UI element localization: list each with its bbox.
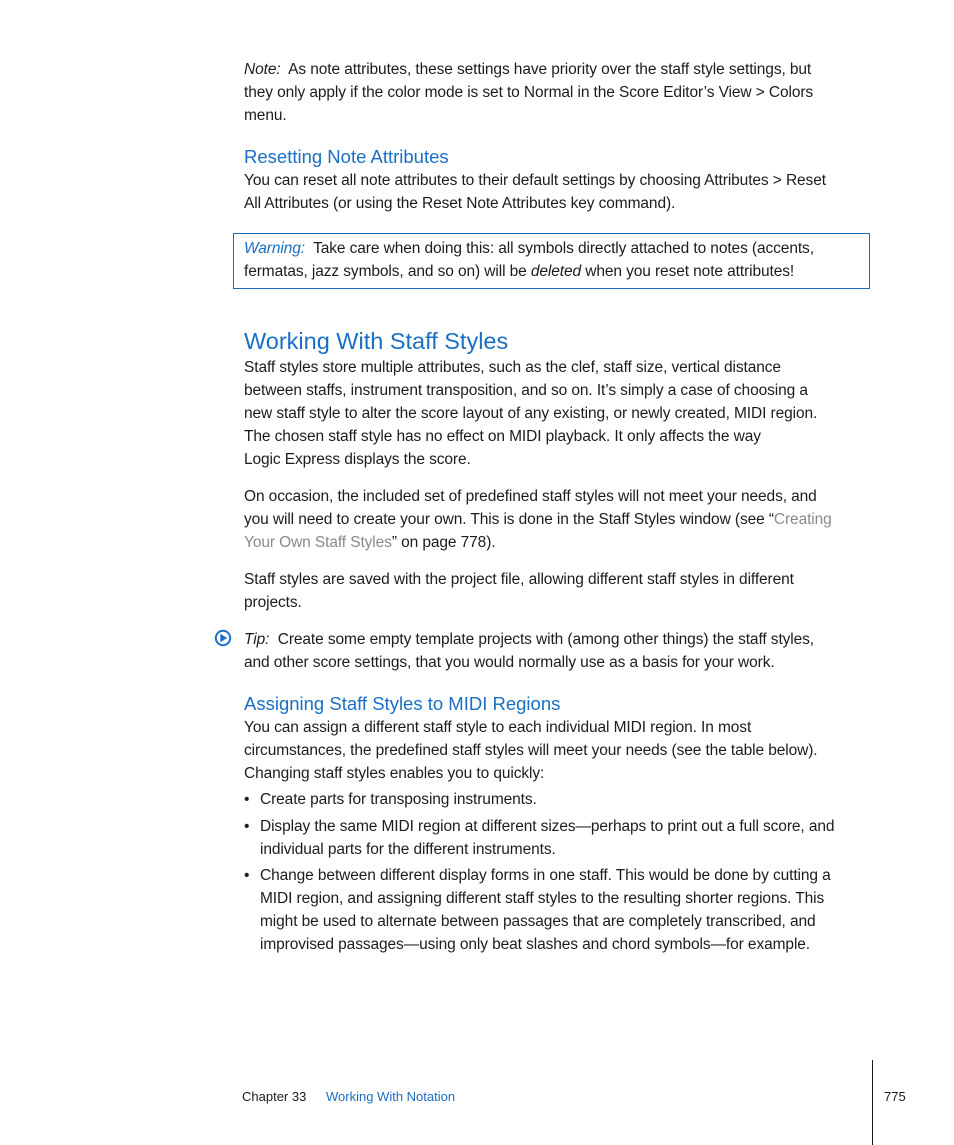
warning-paragraph <box>244 237 869 283</box>
assigning-intro-line: Changing staff styles enables you to quickly: <box>244 765 545 782</box>
working-paragraph-3 <box>244 568 884 614</box>
bullet-marker: • <box>244 867 250 884</box>
bullet-item <box>244 864 884 956</box>
bullet-line: individual parts for the different instruments. <box>260 841 556 858</box>
working-p2-line-1: On occasion, the included set of predefined staff styles will not meet your needs, and <box>244 488 817 505</box>
assigning-heading: Assigning Staff Styles to MIDI Regions <box>244 693 561 714</box>
note-paragraph <box>244 58 884 127</box>
bullet-item <box>244 815 884 861</box>
warning-line-2-post: when you reset note attributes! <box>581 263 795 280</box>
warning-line-2-pre: fermatas, jazz symbols, and so on) will be <box>244 263 531 280</box>
bullet-item <box>244 788 884 811</box>
tip-line-2: and other score settings, that you would normally use as a basis for your work. <box>244 654 775 671</box>
working-p1-line: Staff styles store multiple attributes, such as the clef, staff size, vertical distance <box>244 359 781 376</box>
working-p1-line: new staff style to alter the score layout of any existing, or newly created, MIDI region. <box>244 405 818 422</box>
resetting-heading: Resetting Note Attributes <box>244 146 449 167</box>
working-paragraph-1 <box>244 356 884 471</box>
creating-link-part-1[interactable]: Creating <box>773 511 832 528</box>
note-line-2: they only apply if the color mode is set to Normal in the Score Editor’s View > Colors <box>244 84 814 101</box>
warning-emphasis: deleted <box>530 263 582 280</box>
footer-chapter: Chapter 33 <box>242 1089 307 1104</box>
tip-paragraph <box>244 628 884 674</box>
bullet-line: improvised passages—using only beat slashes and chord symbols—for example. <box>260 936 811 953</box>
working-p2-line-2: you will need to create your own. This is done in the Staff Styles window (see “ <box>244 511 774 528</box>
working-p1-line: between staffs, instrument transposition, and so on. It’s simply a case of choosing a <box>244 382 808 399</box>
footer-divider <box>872 1060 873 1145</box>
assigning-intro <box>244 716 884 785</box>
working-paragraph-2 <box>244 485 884 554</box>
warning-label: Warning: <box>244 240 305 257</box>
resetting-line-2: All Attributes (or using the Reset Note Attributes key command). <box>244 195 676 212</box>
note-line-3: menu. <box>244 107 287 124</box>
working-p1-line: The chosen staff style has no effect on MIDI playback. It only affects the way <box>244 428 761 445</box>
assigning-intro-line: circumstances, the predefined staff styles will meet your needs (see the table below). <box>244 742 818 759</box>
resetting-line-1: You can reset all note attributes to their default settings by choosing Attributes > Reset <box>244 172 826 189</box>
bullet-line: Create parts for transposing instruments. <box>260 791 537 808</box>
bullet-marker: • <box>244 791 250 808</box>
working-p3-line: projects. <box>244 594 302 611</box>
note-line-1: As note attributes, these settings have priority over the staff style settings, but <box>288 61 812 78</box>
creating-link-part-2[interactable]: Your Own Staff Styles <box>244 534 392 551</box>
working-p2-line-3: ” on page 778). <box>391 534 496 551</box>
page-number: 775 <box>884 1089 906 1104</box>
warning-line-1: Take care when doing this: all symbols directly attached to notes (accents, <box>313 240 814 257</box>
bullet-line: Change between different display forms in one staff. This would be done by cutting a <box>260 867 831 884</box>
bullet-marker: • <box>244 818 250 835</box>
bullet-line: might be used to alternate between passages that are completely transcribed, and <box>260 913 816 930</box>
bullet-list <box>244 788 884 956</box>
working-p3-line: Staff styles are saved with the project file, allowing different staff styles in different <box>244 571 794 588</box>
footer-section-link[interactable]: Working With Notation <box>326 1089 456 1104</box>
tip-label: Tip: <box>244 631 270 648</box>
note-label: Note: <box>244 61 281 78</box>
tip-line-1: Create some empty template projects with (among other things) the staff styles, <box>277 631 815 648</box>
section-title: Working With Staff Styles <box>244 328 509 354</box>
bullet-line: MIDI region, and assigning different staff styles to the resulting shorter regions. This <box>260 890 825 907</box>
tip-arrow-icon <box>214 629 232 647</box>
working-p1-line: Logic Express displays the score. <box>244 451 471 468</box>
bullet-line: Display the same MIDI region at different sizes—perhaps to print out a full score, and <box>260 818 835 835</box>
assigning-intro-line: You can assign a different staff style to each individual MIDI region. In most <box>244 719 752 736</box>
resetting-paragraph <box>244 169 884 215</box>
